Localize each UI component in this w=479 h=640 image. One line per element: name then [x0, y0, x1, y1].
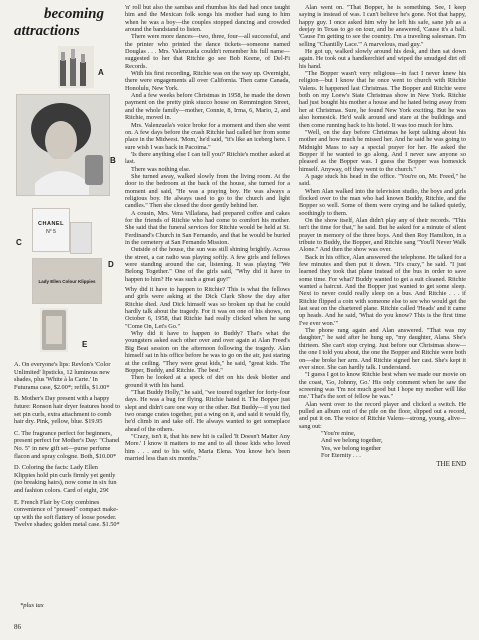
paragraph: He got up, walked slowly around his desk, and then sat down again. He took out a handkerchief and wiped the smudged dirt off his hand.	[299, 48, 466, 70]
caption-b: B. Mother's Day present with a happy future: Ronson hair dryer features hood to set pin curls, extra attachment to comb hair dry. Pink, yellow, blue. $19.95	[14, 395, 120, 426]
klippies-card-image	[32, 258, 102, 304]
product-letter-c: C	[16, 238, 22, 247]
product-captions	[14, 361, 120, 533]
paragraph: Then he looked at a speck of dirt on his desk blotter and ground it with his hand.	[125, 374, 290, 389]
caption-c: C. The fragrance perfect for beginners, present perfect for Mother's Day: "Chanel No. 5" in new gift set—purse perfume flacon and spray cologne. Both, $10.00*	[14, 429, 120, 460]
heading-line-1: becoming	[44, 6, 104, 22]
paragraph: Why did it have to happen to Buddy? That's what the youngsters asked each other over and over again at Alan Freed's Big Beat session on the afternoon following the tragedy. Alan himself sat in his office before he was to go on the air, just staring at the ceiling. "They were great kids," he said, "great kids. The Bopper, Buddy, and Ritchie. The best."	[125, 330, 290, 374]
paragraph: On the show itself, Alan didn't play any of their records. "This isn't the time for that," he said. But he asked for a minute of silent prayer in memory of the three boys. And then Roy Hamilton, in a tribute to Buddy, the Bopper, and Ritchie sang "You'll Never Walk Alone." And then the show was over.	[299, 216, 466, 254]
product-panel	[14, 6, 120, 632]
paragraph: Outside of the house, the sun was still shining brightly. Across the street, a car radio was playing softly. A few girls and fellows were standing around the car, listening. It was playing "We Belong Together." One of the girls said, "Why did it have to happen to him? He was such a great guy!"	[125, 246, 290, 283]
product-letter-b: B	[110, 156, 116, 165]
lyric-line: Yes, we belong together	[321, 444, 382, 452]
caption-d: D. Coloring the facts: Lady Ellen Klippies hold pin curls firmly yet gently (no breaking hairs), now come in six fun and fashion colors. Card of eight, 29¢	[14, 464, 117, 494]
paragraph: Alan went over to the record player and clicked a switch. He pulled an album out of the pile on the floor, slipped out a record, and put it on. The voice of Ritchie Valens—strong, young, alive—sang out:	[299, 400, 466, 430]
lyric-line: For Eternity . . .	[321, 451, 361, 459]
paragraph: 'Is there anything else I can tell you?' Ritchie's mother asked at last.	[125, 150, 290, 166]
paragraph: There were more dances—two, three, four—all successful, and the printer who printed the dance tickets—someone named Douglas . . . Mrs. Valenzuela couldn't remember his full name—suggested to her that Ritchie go see Bob Keene, of Del-Fi Records.	[125, 33, 290, 70]
compact-image	[40, 308, 68, 352]
paragraph: 'n' roll but also the sambas and rhumbas his dad had once taught him and the Mexican folk songs his mother had sung to him when he was a boy—the couples stopped dancing and crowded around the bandstand to listen.	[125, 4, 290, 34]
perfume-flacon-image	[70, 222, 92, 254]
paragraph: "I guess I got to know Ritchie best when we made our movie on the coast, 'Go, Johnny, Go.' His only comment when he saw the screening was 'I'm not much good but I hope my mother will like me.' That's the sort of fellow he was."	[299, 371, 466, 401]
paragraph: There was nothing else.	[131, 165, 191, 173]
paragraph: Back in his office, Alan answered the telephone. He talked for a few minutes and then put it down. "It's crazy," he said. "I just learned they took that plane instead of the bus in order to save some time. For what? Buddy wanted to get a suit cleaned. Ritchie wanted a haircut. And the Bopper just wanted to get some sleep. Next to never could really sleep on a bus. And Ritchie . . . if Ritchie flipped a coin with someone else to see who would get the last seat on the chartered plane. Ritchie called 'Heads' and it came up heads. And he said, 'What do you know? This is the first time I've ever won.'"	[299, 253, 466, 327]
woman-hair-dryer-image	[16, 94, 110, 196]
paragraph: "Well, on the day before Christmas he kept talking about his mother and how much he missed her. And he said he was going to Midnight Mass to say a special prayer for her. He asked the Bopper if he wanted to go along. And I never saw anyone so pleased as the Bopper was. I guess the Bopper was homesick himself. Anyway, off they went to the church."	[299, 128, 466, 173]
lipstick-image	[58, 46, 94, 88]
article-column-2	[299, 4, 466, 469]
chanel-number: N° 5	[46, 229, 56, 235]
article-column-1	[125, 4, 290, 462]
caption-a: A. On everyone's lips: Revlon's 'Color Unlimited' lipsticks, 12 luminous new shades, plus 'White à la Carte.' In Futurama case, $2.00*; refills, $1.00*	[14, 361, 111, 391]
page-number: 86	[14, 623, 21, 631]
paragraph: "Crazy, isn't it, that his new hit is called 'It Doesn't Matter Any More.' I know it matters to me and to all those kids who loved him . . . and to his wife, Maria Elena. You know he's been married less than six months."	[125, 432, 290, 462]
plus-tax-note: *plus tax	[20, 602, 44, 609]
paragraph: Mrs. Valenzuela's voice broke for a moment and then she went on. A few days before the crash Ritchie had called her from some place in the Midwest. 'Mom,' he'd said, "it's like an iceberg here. I sure wish I was back in Pacoima."	[125, 121, 290, 151]
heading-line-2: attractions	[14, 23, 80, 39]
lyric-line: And we belong together,	[321, 437, 383, 445]
paragraph: A cousin, Mrs. Vera Villafana, had prepared coffee and cakes for the friends of Ritchie who had come to comfort his mother. She said that the funeral services for Ritchie would be held at St. Ferdinand's Church in San Fernando, and that he would be buried in the cemetery at San Fernando Mission.	[125, 209, 290, 246]
paragraph: When Alan walked into the television studio, the boys and girls flocked over to the man who had known Buddy, Ritchie, and the Bopper so well. Some of them were crying and he talked quietly, soothingly to them.	[299, 187, 466, 217]
caption-e: E. French Flair by Coty combines convenience of "pressed" compact make-up with the soft flattery of loose powder. Twelve shades; golden metal case. $1.50*	[14, 498, 120, 529]
product-letter-d: D	[108, 260, 114, 269]
product-letter-a: A	[98, 68, 104, 77]
paragraph: She turned away, walked slowly from the living room. At the door to the bedroom at the back of the house, she turned for a moment and said, "He was a praying boy. He was always a religious boy. He always used to go to the church and light candles." Then she closed the door gently behind her.	[125, 172, 290, 210]
end-mark: THE END	[436, 460, 466, 469]
chanel-label: CHANEL	[38, 221, 64, 227]
lyric-line: "You're mine,	[321, 429, 356, 437]
chanel-box-image	[32, 208, 70, 252]
paragraph: "The Bopper wasn't very religious—in fact I never knew his religion—but I know that he once went to church with Ritchie Valens. It happened last Christmas. The Bopper and Ritchie were both on my Loew's State Christmas show in New York. Ritchie had just bought his mother a house and he hated being away from her at Christmas. Sure, he found New York exciting. But he was also homesick. He'd walk around and stare at the buildings and then come running back to his hotel. It was too much for him.	[299, 70, 466, 129]
product-letter-e: E	[82, 340, 88, 349]
paragraph: Alan went on. "That Bopper, he is something. See, I keep saying is instead of was. I can't believe he's gone. Not that happy, happy guy. I once asked him why he left his safe, sane job as a deejay in Texas to go on tour, and he answered, 'Cause it's a ball. 'Cause I'm getting to see the country. I'm a traveling salesman. I'm selling "Chantilly Lace."' A marvelous, mad guy."	[299, 4, 466, 48]
paragraph: "That Buddy Holly," he said, "we toured together for forty-four days. He was a bug for flying. Ritchie hated it. The Bopper just slept and didn't care one way or the other. But Buddy—if you tied two orange crates together, put a wing on it, and said it would fly, he'd climb in and take off. He always wanted to get someplace ahead of the others.	[125, 388, 290, 433]
paragraph: A page stuck his head in the office. "You're on, Mr. Freed," he said.	[299, 172, 466, 188]
klippies-label: Lady Ellen Colour Klippies	[38, 279, 96, 284]
paragraph: And a few weeks before Christmas in 1958, he made the down payment on the pretty pink stucco house on Remmington Street, and the whole family—mother, Connie, 8, Irma, 6, Mario, 2, and Ritchie, moved in.	[125, 92, 290, 122]
paragraph: With his first recording, Ritchie was on the way up. Overnight, there were engagements all over California. Then came Canada, Honolulu, New York.	[125, 70, 290, 92]
paragraph: The phone rang again and Alan answered. "That was my daughter," he said after he hung up, "my daughter, Alana. She's thirteen. She can't stop crying. Just before our Christmas show—the one I told you about, the one the Bopper and Ritchie were both on—she broke her arm. And Ritchie signed her cast. She's kept it ever since. She can hardly talk. I understand.	[299, 327, 466, 371]
paragraph: Why did it have to happen to Ritchie? This is what the fellows and girls were asking at the Dick Clark Show the day after Ritchie died. And Dick himself was so broken up that he could hardly talk about the tragedy. For it was on one of his shows, on October 6, 1958, that Ritchie had really clicked when he sang "Come On, Let's Go."	[125, 286, 290, 330]
